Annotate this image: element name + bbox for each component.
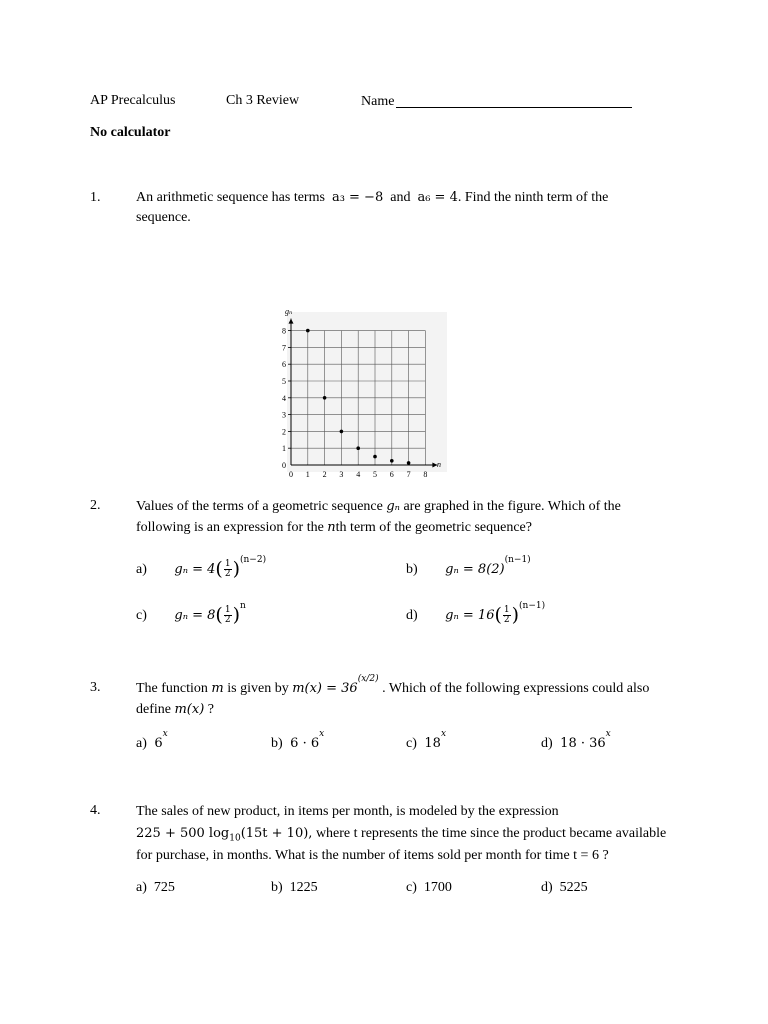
y-tick-label: 8 — [282, 326, 286, 336]
q4-option-a[interactable]: a) 725 — [136, 880, 175, 895]
q3-option-b[interactable]: b) $6 \cdot 6^x$ — [271, 729, 325, 751]
x-tick-label: 4 — [356, 470, 361, 479]
data-point — [340, 430, 344, 434]
y-tick-label: 4 — [282, 393, 286, 403]
name-blank-line[interactable] — [396, 93, 632, 108]
x-tick-label: 8 — [423, 470, 428, 479]
x-tick-label: 5 — [373, 470, 377, 479]
q4-option-b[interactable]: b) 1225 — [271, 880, 318, 895]
question-4-number: 4. — [90, 803, 101, 818]
x-axis-label: n — [437, 460, 441, 469]
q2-option-c[interactable]: c) gₙ = 8( $\frac{1}{2}$ )$^n$ — [136, 601, 246, 626]
geometric-sequence-graph — [270, 302, 450, 482]
x-tick-label: 0 — [289, 470, 293, 479]
q4-option-d[interactable]: d) 5225 — [541, 880, 588, 895]
term-a3: a₃ = −8 — [331, 190, 384, 205]
question-3-text: The function m is given by $m(x) = 36^{(x/2)}$ . Which of the following expressions could also define m(x) ? — [136, 674, 650, 717]
y-tick-label: 5 — [282, 377, 286, 386]
y-axis-label: gₙ — [285, 307, 293, 316]
question-1-text: An arithmetic sequence has terms a₃ = −8 and a₆ = 4. Find the ninth term of the sequence. — [136, 190, 609, 225]
q3-option-c[interactable]: c) 18$^x$ — [406, 729, 447, 751]
name-field[interactable] — [361, 93, 632, 110]
q2-option-b[interactable]: b) $g_n = 8(2)^{(n-1)}$ — [406, 555, 531, 577]
q2-option-d[interactable]: d) gₙ = 16( $\frac{1}{2}$ )$^{(n-1)}$ — [406, 601, 546, 626]
course-title: AP Precalculus — [90, 93, 176, 108]
data-point — [306, 329, 310, 333]
x-tick-label: 3 — [339, 470, 344, 479]
no-calculator-note: No calculator — [90, 125, 171, 140]
data-point — [373, 455, 377, 459]
y-tick-label: 6 — [282, 360, 286, 370]
question-2-number: 2. — [90, 498, 101, 513]
x-tick-label: 2 — [322, 470, 327, 479]
question-1-number: 1. — [90, 190, 101, 205]
y-tick-label: 1 — [282, 444, 286, 454]
x-tick-label: 7 — [406, 470, 411, 479]
x-tick-label: 1 — [305, 470, 310, 479]
question-4-text: The sales of new product, in items per month, is modeled by the expression 225 + 500 $\log_{10}(15t + 10)$, where t represents the time since the product became available for purchase, in months. What is the number of items sold per month for time t = 6 ? — [136, 804, 667, 863]
q3-option-d[interactable]: d) $18 \cdot 36^x$ — [541, 729, 611, 751]
q4-option-c[interactable]: c) 1700 — [406, 880, 452, 895]
question-3-number: 3. — [90, 680, 101, 695]
data-point — [407, 461, 411, 465]
y-tick-label: 0 — [282, 461, 286, 470]
y-tick-label: 7 — [282, 343, 286, 353]
data-point — [356, 446, 360, 450]
y-tick-label: 3 — [282, 410, 286, 420]
chapter-title: Ch 3 Review — [226, 93, 300, 108]
q3-option-a[interactable]: a) 6$^x$ — [136, 729, 168, 751]
term-a6: a₆ = 4 — [417, 190, 458, 205]
y-tick-label: 2 — [282, 427, 286, 437]
x-tick-label: 6 — [389, 470, 394, 479]
question-2-text: Values of the terms of a geometric sequence gₙ are graphed in the figure. Which of the following is an expression for the nth term of the geometric sequence? — [136, 499, 621, 535]
q2-option-a[interactable]: a) gₙ = 4( $\frac{1}{2}$ )$^{(n-2)}$ — [136, 555, 267, 580]
name-label: Name — [361, 94, 395, 109]
data-point — [390, 459, 394, 463]
data-point — [323, 396, 327, 400]
